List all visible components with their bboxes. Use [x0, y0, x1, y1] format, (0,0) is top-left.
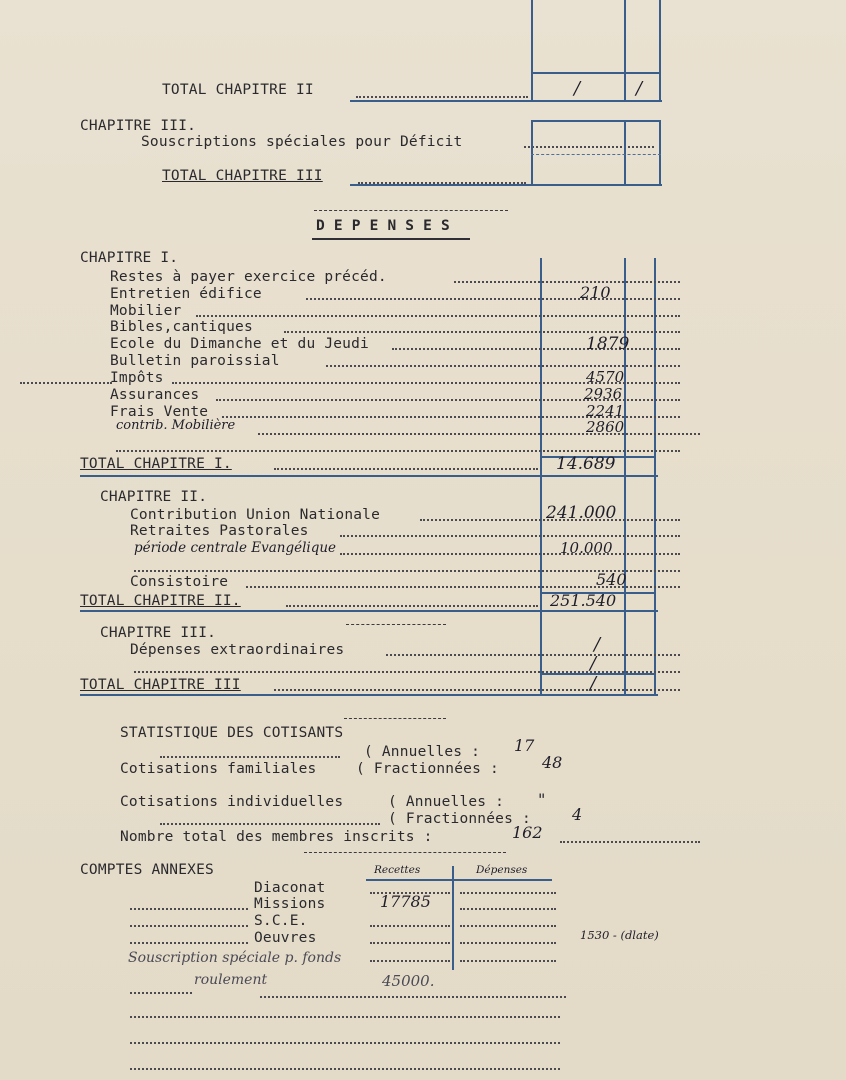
- leader-dots: [326, 365, 680, 367]
- total-ch2-value-2: /: [636, 78, 643, 99]
- table-rule: [366, 879, 552, 881]
- fractionnees-fam-value: 48: [542, 753, 563, 772]
- depenses-ch1-title: CHAPITRE I.: [80, 250, 179, 266]
- table-rule: [531, 120, 661, 122]
- ch1-item-label-handwritten: contrib. Mobilière: [116, 418, 236, 433]
- comptes-annexes-title: COMPTES ANNEXES: [80, 862, 214, 878]
- leader-dots: [20, 382, 112, 384]
- ch1-item-label: Bibles,cantiques: [110, 319, 253, 335]
- leader-dots: [454, 281, 680, 283]
- souscription-value: 45000.: [382, 972, 435, 990]
- fractionnees-fam-label: ( Fractionnées :: [356, 761, 499, 777]
- leader-dots: [260, 996, 566, 998]
- table-rule: [350, 184, 662, 186]
- ch2-item-label: Retraites Pastorales: [130, 523, 309, 539]
- depenses-ch2-total-label: TOTAL CHAPITRE II.: [80, 593, 241, 609]
- statistique-title: STATISTIQUE DES COTISANTS: [120, 725, 344, 741]
- section-rule: [304, 852, 506, 853]
- ch1-item-label: Frais Vente: [110, 404, 209, 420]
- total-ch2-value: /: [574, 78, 581, 99]
- leader-dots: [258, 433, 700, 435]
- col-depenses-header: Dépenses: [476, 864, 528, 876]
- depenses-ch1-total-label: TOTAL CHAPITRE I.: [80, 456, 232, 472]
- table-rule: [531, 120, 533, 184]
- total-chapitre-iii-recettes: TOTAL CHAPITRE III: [162, 168, 323, 184]
- depenses-ch3-total-label: TOTAL CHAPITRE III: [80, 677, 241, 693]
- leader-dots: [340, 535, 680, 537]
- souscription-handwritten-2: roulement: [194, 972, 268, 988]
- table-rule: [540, 673, 656, 675]
- fractionnees-ind-label: ( Fractionnées :: [388, 811, 531, 827]
- heading-rule: [314, 210, 508, 211]
- ch1-item-label: Restes à payer exercice précéd.: [110, 269, 387, 285]
- ch1-item-label: Impôts: [110, 370, 164, 386]
- leader-dots: [160, 823, 380, 825]
- ch1-item-value: 2860: [586, 418, 625, 436]
- leader-dots: [340, 553, 680, 555]
- leader-dots: [460, 892, 556, 894]
- depenses-ch2-total-value: 251.540: [550, 591, 617, 610]
- leader-dots: [130, 1016, 560, 1018]
- comptes-row-label: S.C.E.: [254, 913, 308, 929]
- cotisations-familiales-label: Cotisations familiales: [120, 761, 317, 777]
- table-rule: [531, 154, 661, 155]
- fractionnees-ind-value: 4: [572, 805, 583, 824]
- depenses-heading: D E P E N S E S: [316, 218, 450, 234]
- ch1-item-value: 210: [580, 283, 611, 302]
- leader-dots: [274, 689, 680, 691]
- leader-dots: [130, 925, 248, 927]
- table-rule: [452, 866, 454, 970]
- leader-dots: [370, 960, 450, 962]
- comptes-row-label: Missions: [254, 896, 326, 912]
- leader-dots: [356, 96, 528, 98]
- ch2-item-label: Consistoire: [130, 574, 229, 590]
- leader-dots: [370, 925, 450, 927]
- chapitre-iii-title: CHAPITRE III.: [80, 118, 197, 134]
- souscription-handwritten-1: Souscription spéciale p. fonds: [128, 950, 342, 966]
- leader-dots: [130, 942, 248, 944]
- leader-dots: [274, 468, 538, 470]
- ch1-item-label: Entretien édifice: [110, 286, 262, 302]
- annuelles-ind-value: ": [538, 790, 546, 809]
- ch2-item-value: 10.000: [560, 539, 613, 557]
- table-rule: [350, 100, 662, 102]
- leader-dots: [358, 182, 526, 184]
- leader-dots: [134, 671, 680, 673]
- leader-dots: [196, 315, 680, 317]
- table-rule: [531, 0, 533, 100]
- section-rule: [344, 718, 446, 719]
- leader-dots: [130, 908, 248, 910]
- leader-dots: [370, 942, 450, 944]
- depenses-ch3-total-value: /: [590, 673, 597, 694]
- leader-dots: [560, 841, 700, 843]
- annuelles-ind-label: ( Annuelles :: [388, 794, 505, 810]
- heading-underline: [312, 238, 470, 240]
- ch1-item-label: Ecole du Dimanche et du Jeudi: [110, 336, 369, 352]
- leader-dots: [116, 450, 680, 452]
- comptes-side-note: 1530 - (dlate): [580, 928, 659, 942]
- ch1-item-label: Mobilier: [110, 303, 182, 319]
- table-rule: [659, 0, 661, 100]
- table-rule: [531, 72, 661, 74]
- leader-dots: [130, 992, 192, 994]
- comptes-row-recettes: 17785: [380, 892, 431, 911]
- leader-dots: [386, 654, 680, 656]
- table-rule: [80, 694, 658, 696]
- comptes-row-label: Diaconat: [254, 880, 326, 896]
- table-rule: [80, 475, 658, 477]
- leader-dots: [130, 1042, 560, 1044]
- table-rule: [80, 610, 658, 612]
- table-rule: [659, 120, 661, 184]
- comptes-row-label: Oeuvres: [254, 930, 317, 946]
- ch2-item-value: 540: [596, 570, 627, 589]
- leader-dots: [306, 298, 680, 300]
- table-rule: [624, 120, 626, 184]
- table-rule: [624, 0, 626, 100]
- ch1-item-value: 2936: [584, 385, 623, 403]
- leader-dots: [286, 605, 538, 607]
- leader-dots: [460, 908, 556, 910]
- leader-dots: [460, 942, 556, 944]
- souscriptions-line: Souscriptions spéciales pour Déficit: [141, 134, 463, 150]
- annuelles-fam-label: ( Annuelles :: [364, 744, 481, 760]
- total-membres-value: 162: [512, 823, 543, 842]
- ch3-item-value: /: [594, 634, 601, 655]
- leader-dots: [392, 348, 680, 350]
- leader-dots: [460, 925, 556, 927]
- ch1-item-value: 1879: [586, 334, 630, 354]
- ch3-item-label: Dépenses extraordinaires: [130, 642, 345, 658]
- ch3-item-value: /: [590, 653, 597, 674]
- depenses-ch3-title: CHAPITRE III.: [100, 625, 217, 641]
- leader-dots: [524, 146, 654, 148]
- ch1-item-value: 2241: [586, 402, 625, 420]
- leader-dots: [130, 1068, 560, 1070]
- short-rule: [346, 624, 446, 625]
- ch1-item-value: 4570: [586, 368, 625, 386]
- total-chapitre-ii-recettes: TOTAL CHAPITRE II: [162, 82, 314, 98]
- col-recettes-header: Recettes: [374, 864, 421, 876]
- depenses-ch1-total-value: 14.689: [556, 454, 616, 474]
- leader-dots: [460, 960, 556, 962]
- ch1-item-label: Bulletin paroissial: [110, 353, 280, 369]
- ch2-item-label-handwritten: période centrale Evangélique: [134, 540, 337, 556]
- cotisations-individuelles-label: Cotisations individuelles: [120, 794, 344, 810]
- ch2-item-value: 241.000: [546, 503, 617, 523]
- leader-dots: [160, 756, 340, 758]
- total-membres-label: Nombre total des membres inscrits :: [120, 829, 433, 845]
- ch2-item-label: Contribution Union Nationale: [130, 507, 381, 523]
- depenses-ch2-title: CHAPITRE II.: [100, 489, 208, 505]
- annuelles-fam-value: 17: [514, 736, 535, 755]
- leader-dots: [284, 331, 680, 333]
- ch1-item-label: Assurances: [110, 387, 200, 403]
